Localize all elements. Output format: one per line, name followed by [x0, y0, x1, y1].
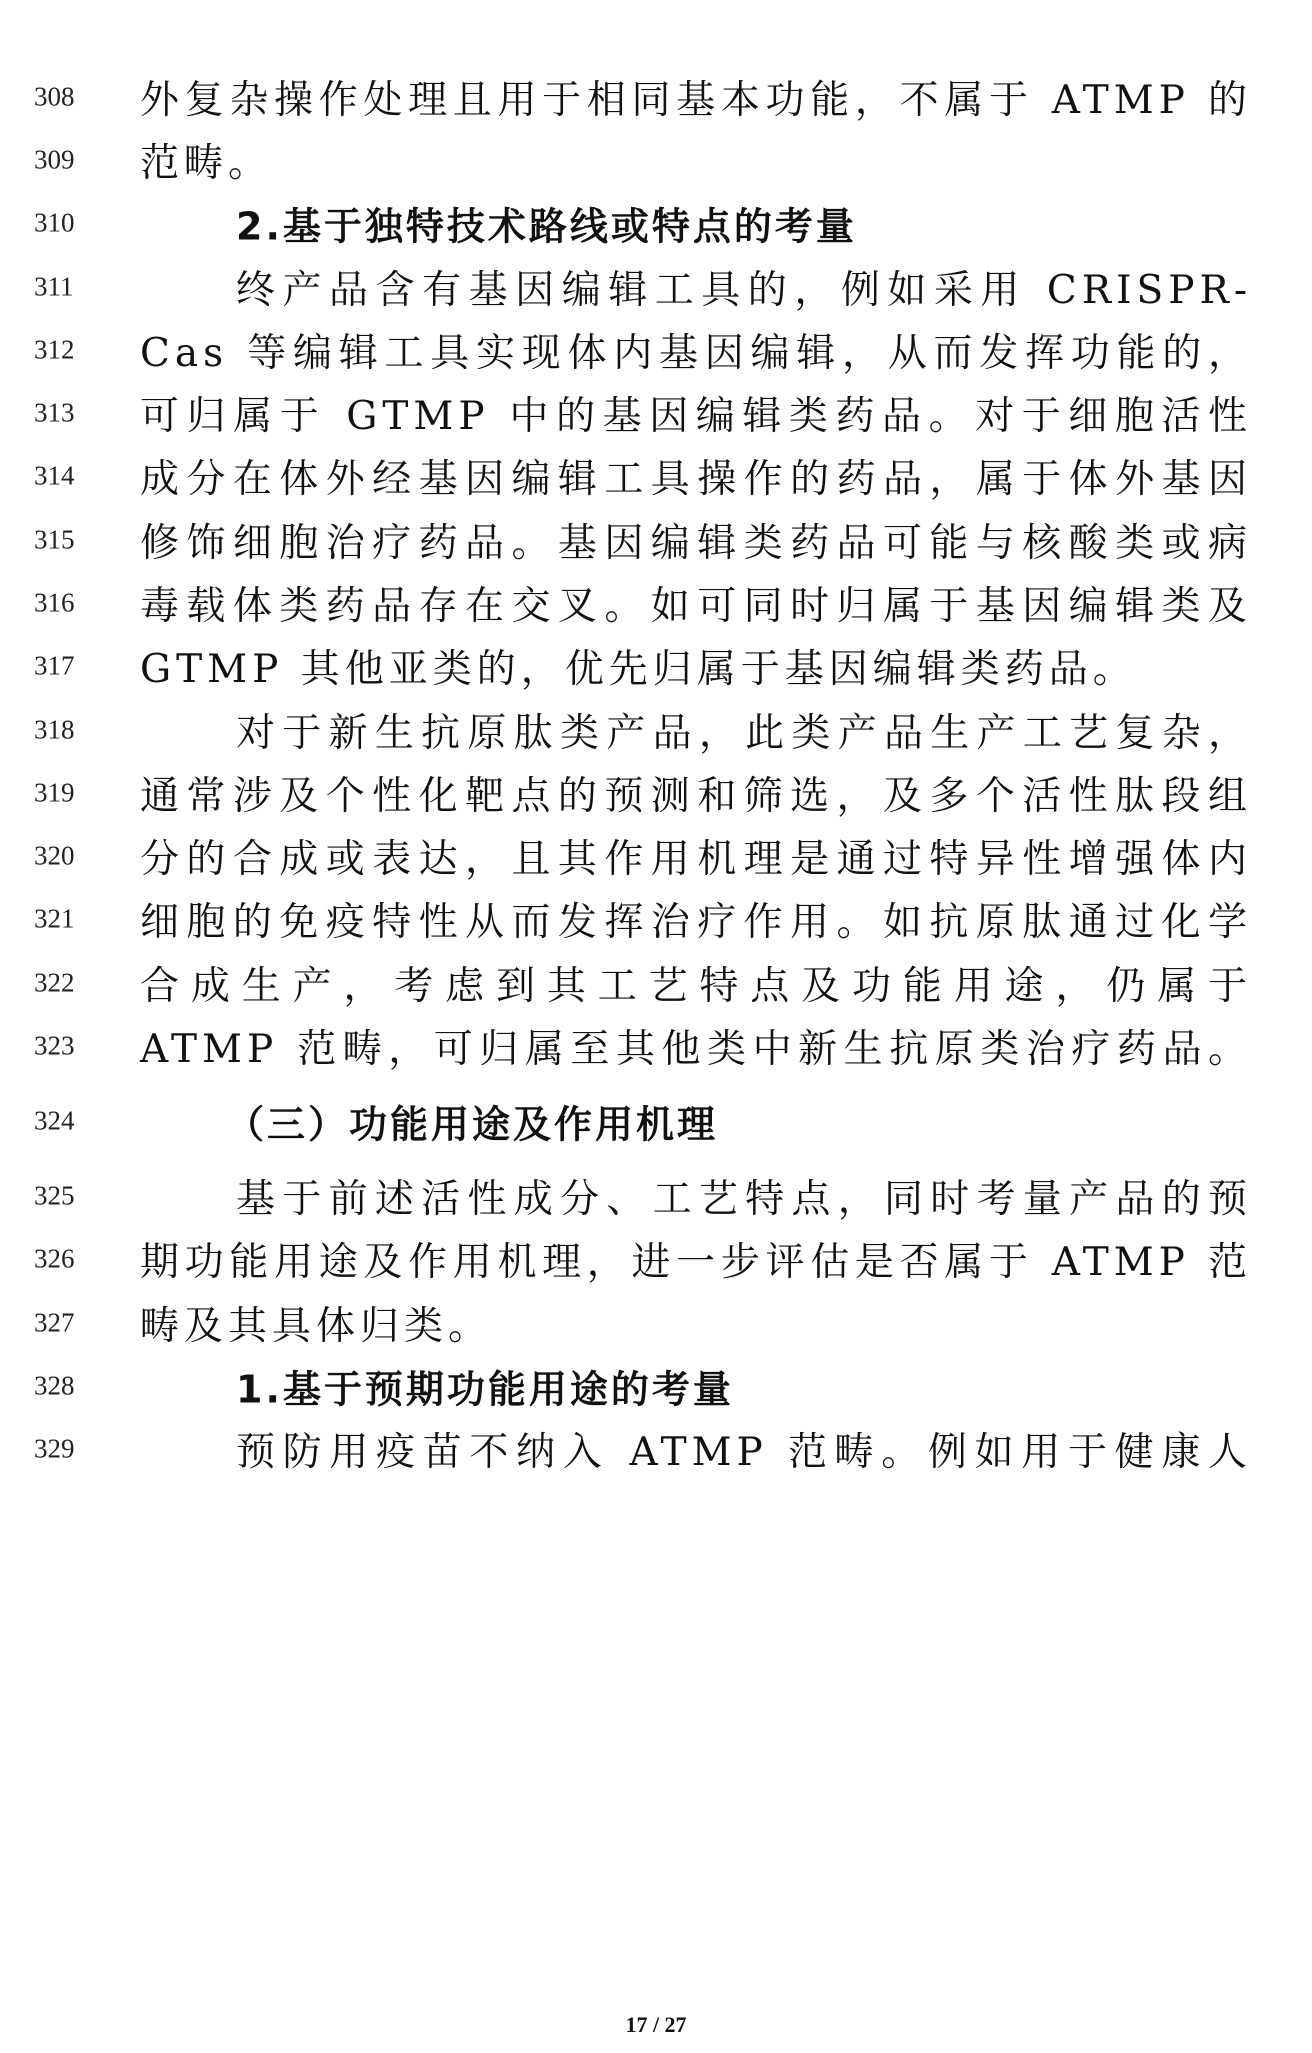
section-heading: 2.基于独特技术路线或特点的考量	[236, 204, 857, 249]
line-number: 324	[34, 1105, 75, 1136]
paragraph-text: 可归属于 GTMP 中的基因编辑类药品。对于细胞活性	[140, 394, 1252, 439]
paragraph-text: 合成生产，考虑到其工艺特点及功能用途，仍属于	[140, 964, 1252, 1009]
paragraph-text: 预防用疫苗不纳入 ATMP 范畴。例如用于健康人	[236, 1430, 1252, 1475]
line-number: 310	[34, 207, 75, 238]
text-line	[0, 1407, 1312, 1491]
line-number: 319	[34, 777, 75, 808]
line-number: 325	[34, 1180, 75, 1211]
line-number: 316	[34, 587, 75, 618]
line-number: 308	[34, 81, 75, 112]
line-number: 322	[34, 967, 75, 998]
line-number: 326	[34, 1243, 75, 1274]
paragraph-text: 成分在体外经基因编辑工具操作的药品，属于体外基因	[140, 457, 1252, 502]
line-number: 312	[34, 334, 75, 365]
line-number: 320	[34, 840, 75, 871]
line-number: 327	[34, 1307, 75, 1338]
line-number: 315	[34, 524, 75, 555]
page-number: 17 / 27	[625, 2012, 687, 2037]
line-number: 323	[34, 1030, 75, 1061]
paragraph-text: 终产品含有基因编辑工具的，例如采用 CRISPR-	[236, 268, 1252, 313]
paragraph-text: ATMP 范畴，可归属至其他类中新生抗原类治疗药品。	[140, 1027, 1252, 1072]
line-number: 313	[34, 397, 75, 428]
paragraph-text: 基于前述活性成分、工艺特点，同时考量产品的预	[236, 1177, 1252, 1222]
line-number: 328	[34, 1370, 75, 1401]
paragraph-text: 通常涉及个性化靶点的预测和筛选，及多个活性肽段组	[140, 774, 1252, 819]
section-heading: （三）功能用途及作用机理	[226, 1102, 719, 1147]
section-heading: 1.基于预期功能用途的考量	[236, 1367, 734, 1412]
line-number: 321	[34, 903, 75, 934]
line-number: 318	[34, 714, 75, 745]
paragraph-text: 期功能用途及作用机理，进一步评估是否属于 ATMP 范	[140, 1240, 1252, 1285]
line-number: 329	[34, 1433, 75, 1464]
paragraph-text: 修饰细胞治疗药品。基因编辑类药品可能与核酸类或病	[140, 521, 1252, 566]
paragraph-text: 范畴。	[140, 141, 273, 186]
line-number: 309	[34, 144, 75, 175]
paragraph-text: Cas 等编辑工具实现体内基因编辑，从而发挥功能的，	[140, 331, 1252, 376]
paragraph-text: 细胞的免疫特性从而发挥治疗作用。如抗原肽通过化学	[140, 900, 1252, 945]
paragraph-text: 分的合成或表达，且其作用机理是通过特异性增强体内	[140, 837, 1252, 882]
line-number: 314	[34, 460, 75, 491]
paragraph-text: 畴及其具体归类。	[140, 1304, 493, 1349]
paragraph-text: 毒载体类药品存在交叉。如可同时归属于基因编辑类及	[140, 584, 1252, 629]
paragraph-text: GTMP 其他亚类的，优先归属于基因编辑类药品。	[140, 647, 1137, 692]
paragraph-text: 外复杂操作处理且用于相同基本功能，不属于 ATMP 的	[140, 78, 1252, 123]
text-line	[0, 1004, 1312, 1088]
line-number: 317	[34, 650, 75, 681]
text-line	[0, 1079, 1312, 1163]
line-number: 311	[34, 271, 74, 302]
paragraph-text: 对于新生抗原肽类产品，此类产品生产工艺复杂，	[236, 711, 1252, 756]
